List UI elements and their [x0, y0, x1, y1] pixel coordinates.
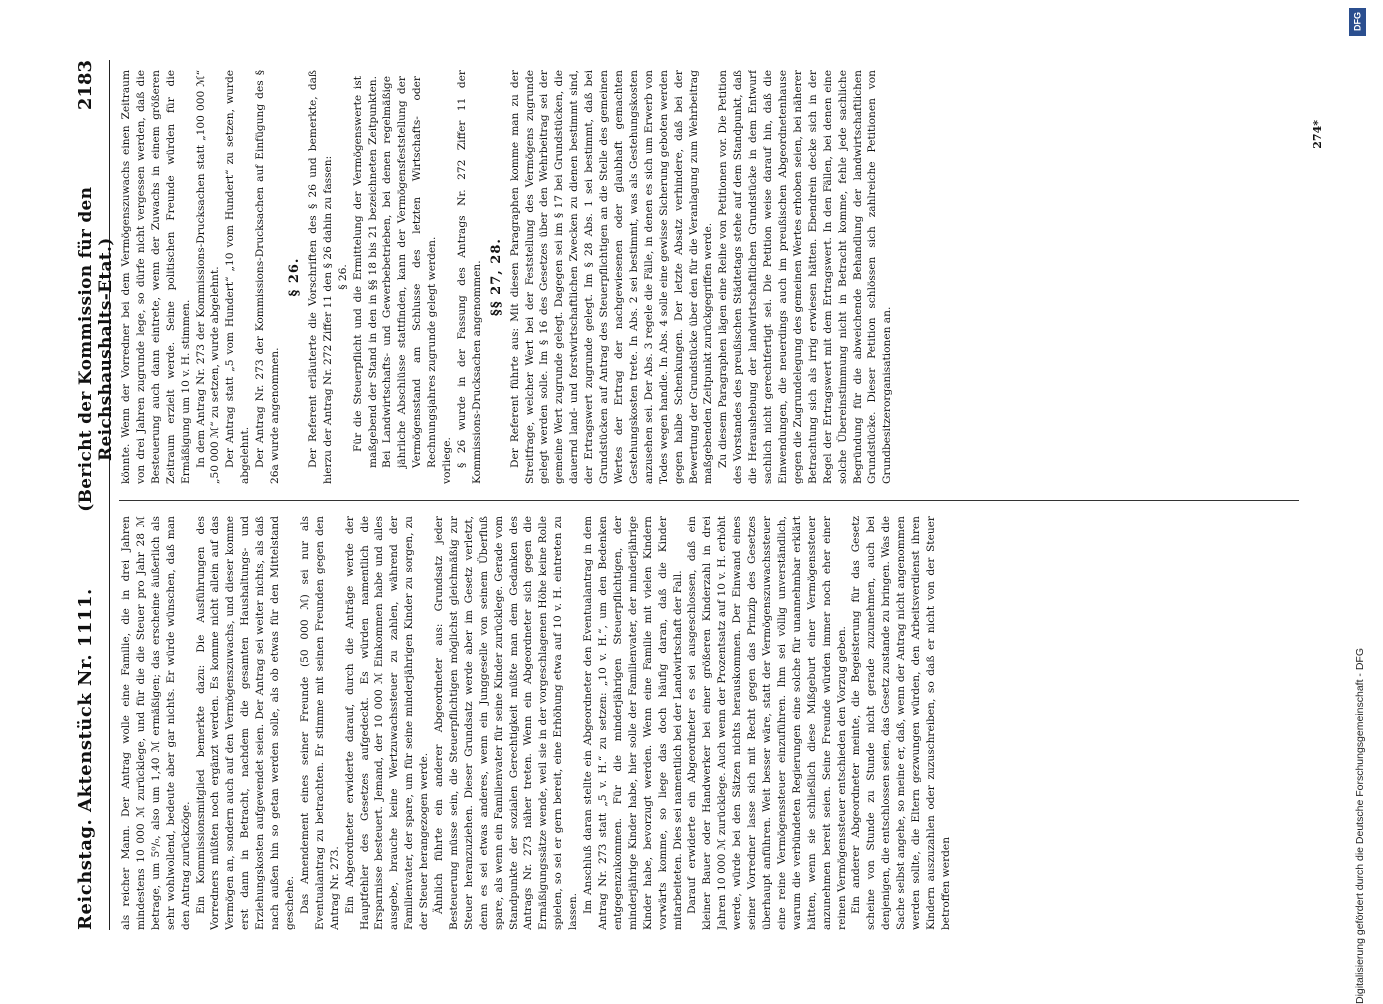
signature-mark: 274* — [1311, 120, 1324, 149]
header-title: Reichstag. Aktenstück Nr. 1111. — [75, 588, 96, 930]
header-subtitle: (Bericht der Kommission für den Reichshaushalts-Etat.) — [76, 186, 116, 512]
paragraph: Der Antrag statt „5 vom Hundert“ „10 vom Hundert“ zu setzen, wurde abgelehnt. — [224, 70, 252, 484]
quoted-paragraph: Für die Steuerpflicht und die Ermittelung der Vermögenswerte ist maßgebend der Stand in den in §§ 18 bis 21 bezeichneten Zeitpunkten. Bei Landwirtschafts- und Gewerbebetrieben, bei denen regelmäßige jährliche Abschlüsse stattfinden, kann der Vermögensfeststellung der Vermögensstand am Schlusse des letzten Wirtschafts- oder Rechnungsjahres zugrunde gelegt werden. — [351, 76, 439, 468]
paragraph: Der Referent erläuterte die Vorschriften des § 26 und bemerkte, daß hierzu der Antrag Nr. 272 Ziffer 11 den § 26 dahin zu fassen: — [306, 70, 334, 484]
rotated-document-page — [75, 60, 1324, 930]
page-number: 2183 — [75, 60, 96, 111]
paragraph: Der Referent führte aus: Mit diesen Paragraphen komme man zu der Streitfrage, welcher Wert bei der Feststellung des Vermögens zugrunde gelegt werden solle. Im § 16 des Gesetzes über den Wehrbeitrag sei der gemeine Wert zugrunde gelegt. Dagegen sei im § 17 bei Grundstücken, die dauernd land- und forstwirtschaftlichen Zwecken zu dienen bestimmt sind, der Ertragswert zugrunde gelegt. Im § 28 Abs. 1 sei bestimmt, daß bei Grundstücken auf Antrag des Steuerpflichtigen an die Stelle des gemeinen Wertes der Ertrag der nachgewiesenen oder glaubhaft gemachten Gestehungskosten trete. In Abs. 2 sei bestimmt, was als Gestehungskosten anzusehen sei. Der Abs. 3 regele die Fälle, in denen es sich um Erwerb von Todes wegen handle. In Abs. 4 solle eine gewisse Sicherung geboten werden gegen halbe Schenkungen. Der letzte Absatz verhindere, daß bei der Bewertung der Grundstücke über den für die Veranlagung zum Wehrbeitrag maßgebenden Zeitpunkt zurückgegriffen werde. — [508, 70, 715, 484]
paragraph: Darauf erwiderte ein Abgeordneter es sei ausgeschlossen, daß ein kleiner Bauer oder Handwerker bei einer größeren Kinderzahl in drei Jahren 10 000 ℳ zurücklege. Auch wenn der Prozentsatz auf 10 v. H. erhöht werde, würde bei den Sätzen nichts herauskommen. Der Einwand eines seiner Vorredner lasse sich mit Recht gegen das Prinzip des Gesetzes überhaupt anführen. Weit besser wäre, statt der Vermögenszuwachssteuer eine reine Vermögenssteuer einzuführen. Ihm sei völlig unverständlich, warum die verbündeten Regierungen eine solche für unannehmbar erklärt hätten, wenn sie schließlich diese Mißgeburt einer Vermögenssteuer anzunehmen bereit seien. Seine Freunde würden immer noch eher einer reinen Vermögenssteuer entschieden den Vorzug geben. — [686, 516, 848, 930]
paragraph: Das Amendement eines seiner Freunde (50 000 ℳ) sei nur als Eventualantrag zu betrachten. Er stimme mit seinen Freunden gegen den Antrag Nr. 273. — [298, 516, 341, 930]
paragraph: In dem Antrag Nr. 273 der Kommissions-Drucksachen statt „100 000 ℳ“ „50 000 ℳ“ zu setzen, wurde abgelehnt. — [194, 70, 222, 484]
paragraph: Zu diesem Paragraphen lägen eine Reihe von Petitionen vor. Die Petition des Vorstandes des preußischen Städtetags stehe auf dem Standpunkt, daß die Heraushebung der landwirtschaftlichen Grundstücke in dem Entwurf sachlich nicht gerechtfertigt sei. Die Petition weise darauf hin, daß die Einwendungen, die neuerdings auch im preußischen Abgeordnetenhause gegen die Zugrundelegung des gemeinen Wertes erhoben seien, bei näherer Betrachtung sich als irrig erwiesen hätten. Ebendrein decke sich in der Regel der Ertragswert mit dem Ertragswert. In den Fällen, bei denen eine solche Übereinstimmung nicht in Betracht komme, fehle jede sachliche Begründung für die abweichende Behandlung der landwirtschaftlichen Grundstücke. Dieser Petition schlössen sich zahlreiche Petitionen von Grundbesitzerorganisationen an. — [717, 70, 894, 484]
paragraph: als reicher Mann. Der Antrag wolle eine Familie, die in drei Jahren mindestens 10 000 ℳ zurücklege, und für die die Steuer pro Jahr 28 ℳ betrage, um 5⁰/₀, also um 1,40 ℳ ermäßigen; das erscheine äußerlich als sehr wohlwollend, bedeute aber gar nichts. Er würde wünschen, daß man den Antrag zurückzöge. — [120, 516, 192, 930]
paragraph: Ein Kommissionsmitglied bemerkte dazu: Die Ausführungen des Vorredners müßten noch ergänzt werden. Es komme nicht allein auf das Vermögen an, sondern auch auf den Vermögenszuwachs, und dieser komme erst dann in Betracht, nachdem die gesamten Haushaltungs- und Erziehungskosten aufgewendet seien. Der Antrag sei weiter nichts, als daß nach außen hin so getan werden solle, als ob etwas für den Mittelstand geschehe. — [194, 516, 296, 930]
paragraph: Im Anschluß daran stellte ein Abgeordneter den Eventualantrag in dem Antrag Nr. 273 statt „5 v. H.“ zu setzen: „10 v. H.“, um den Bedenken entgegenzukommen. Für die minderjährigen Steuerpflichtigen, der minderjährige Kinder habe, hier solle der Familienvater, der minderjährige Kinder habe, bevorzugt werden. Wenn eine Familie mit vielen Kindern vorwärts komme, so liege das doch häufig daran, daß die Kinder mitarbeiteten. Dies sei namentlich bei der Landwirtschaft der Fall. — [582, 516, 684, 930]
digitization-credit: Digitalisierung gefördert durch die Deutsche Forschungsgemeinschaft - DFG — [1354, 647, 1366, 1004]
column-divider — [119, 500, 1299, 501]
paragraph: könnte. Wenn der Vorredner bei dem Vermögenszuwachs einen Zeitraum von drei Jahren zugrunde lege, so dürfe nicht vergessen werden, daß die Besteuerung auch dann eintrete, wenn der Zuwachs in einem größeren Zeitraum erzielt werde. Seine politischen Freunde würden für die Ermäßigung um 10 v. H. stimmen. — [120, 70, 192, 484]
dfg-logo: DFG — [1349, 8, 1366, 36]
paragraph: vorliege. — [441, 437, 454, 484]
section-heading: §§ 27, 28. — [488, 238, 504, 316]
quoted-section-heading: § 26. — [336, 264, 349, 290]
paragraph: Ein anderer Abgeordneter meinte, die Begeisterung für das Gesetz scheine von Stunde zu Stunde nicht gerade zuzunehmen, auch bei denjenigen, die entschlossen seien, das Gesetz zustande zu bringen. Was die Sache selbst angehe, so meine er, daß, wenn der Antrag nicht angenommen werden sollte, die Eltern gezwungen würden, den Arbeitsverdienst ihren Kindern auszuzahlen oder zuzuschreiben, so daß er nicht von der Steuer betroffen werden — [850, 516, 952, 930]
paragraph: Ähnlich führte ein anderer Abgeordneter aus: Grundsatz jeder Besteuerung müsse sein, die Steuerpflichtigen möglichst gleichmäßig zur Steuer heranzuziehen. Dieser Grundsatz werde aber im Gesetz verletzt, denn es sei etwas anderes, wenn ein Junggeselle von seinem Überfluß spare, als wenn ein Familienvater für seine Kinder zurücklege. Gerade vom Standpunkte der sozialen Gerechtigkeit müßte man dem Gedanken des Antrags Nr. 273 näher treten. Wenn ein Abgeordneter sich gegen die Ermäßigungssätze wende, weil sie in der vorgeschlagenen Höhe keine Rolle spielen, so sei er gern bereit, eine Erhöhung etwa auf 10 v. H. eintreten zu lassen. — [433, 516, 580, 930]
paragraph: Ein Abgeordneter erwiderte darauf, durch die Anträge werde der Hauptfehler des Gesetzes aufgedeckt. Es würden namentlich die Ersparnisse besteuert. Jemand, der 10 000 ℳ Einkommen habe und alles ausgebe, brauche keine Wertzuwachssteuer zu zahlen, während der Familienvater, der spare, um für seine minderjährigen Kinder zu sorgen, zu der Steuer herangezogen werde. — [343, 516, 431, 930]
paragraph: Der Antrag Nr. 273 der Kommissions-Drucksachen auf Einfügung des § 26a wurde angenommen. — [254, 70, 282, 484]
left-column — [119, 516, 1299, 930]
right-column — [119, 70, 1299, 484]
paragraph: § 26 wurde in der Fassung des Antrags Nr. 272 Ziffer 11 der Kommissions-Drucksachen angenommen. — [455, 70, 483, 484]
section-heading: § 26. — [286, 257, 302, 297]
page-header — [75, 60, 116, 930]
